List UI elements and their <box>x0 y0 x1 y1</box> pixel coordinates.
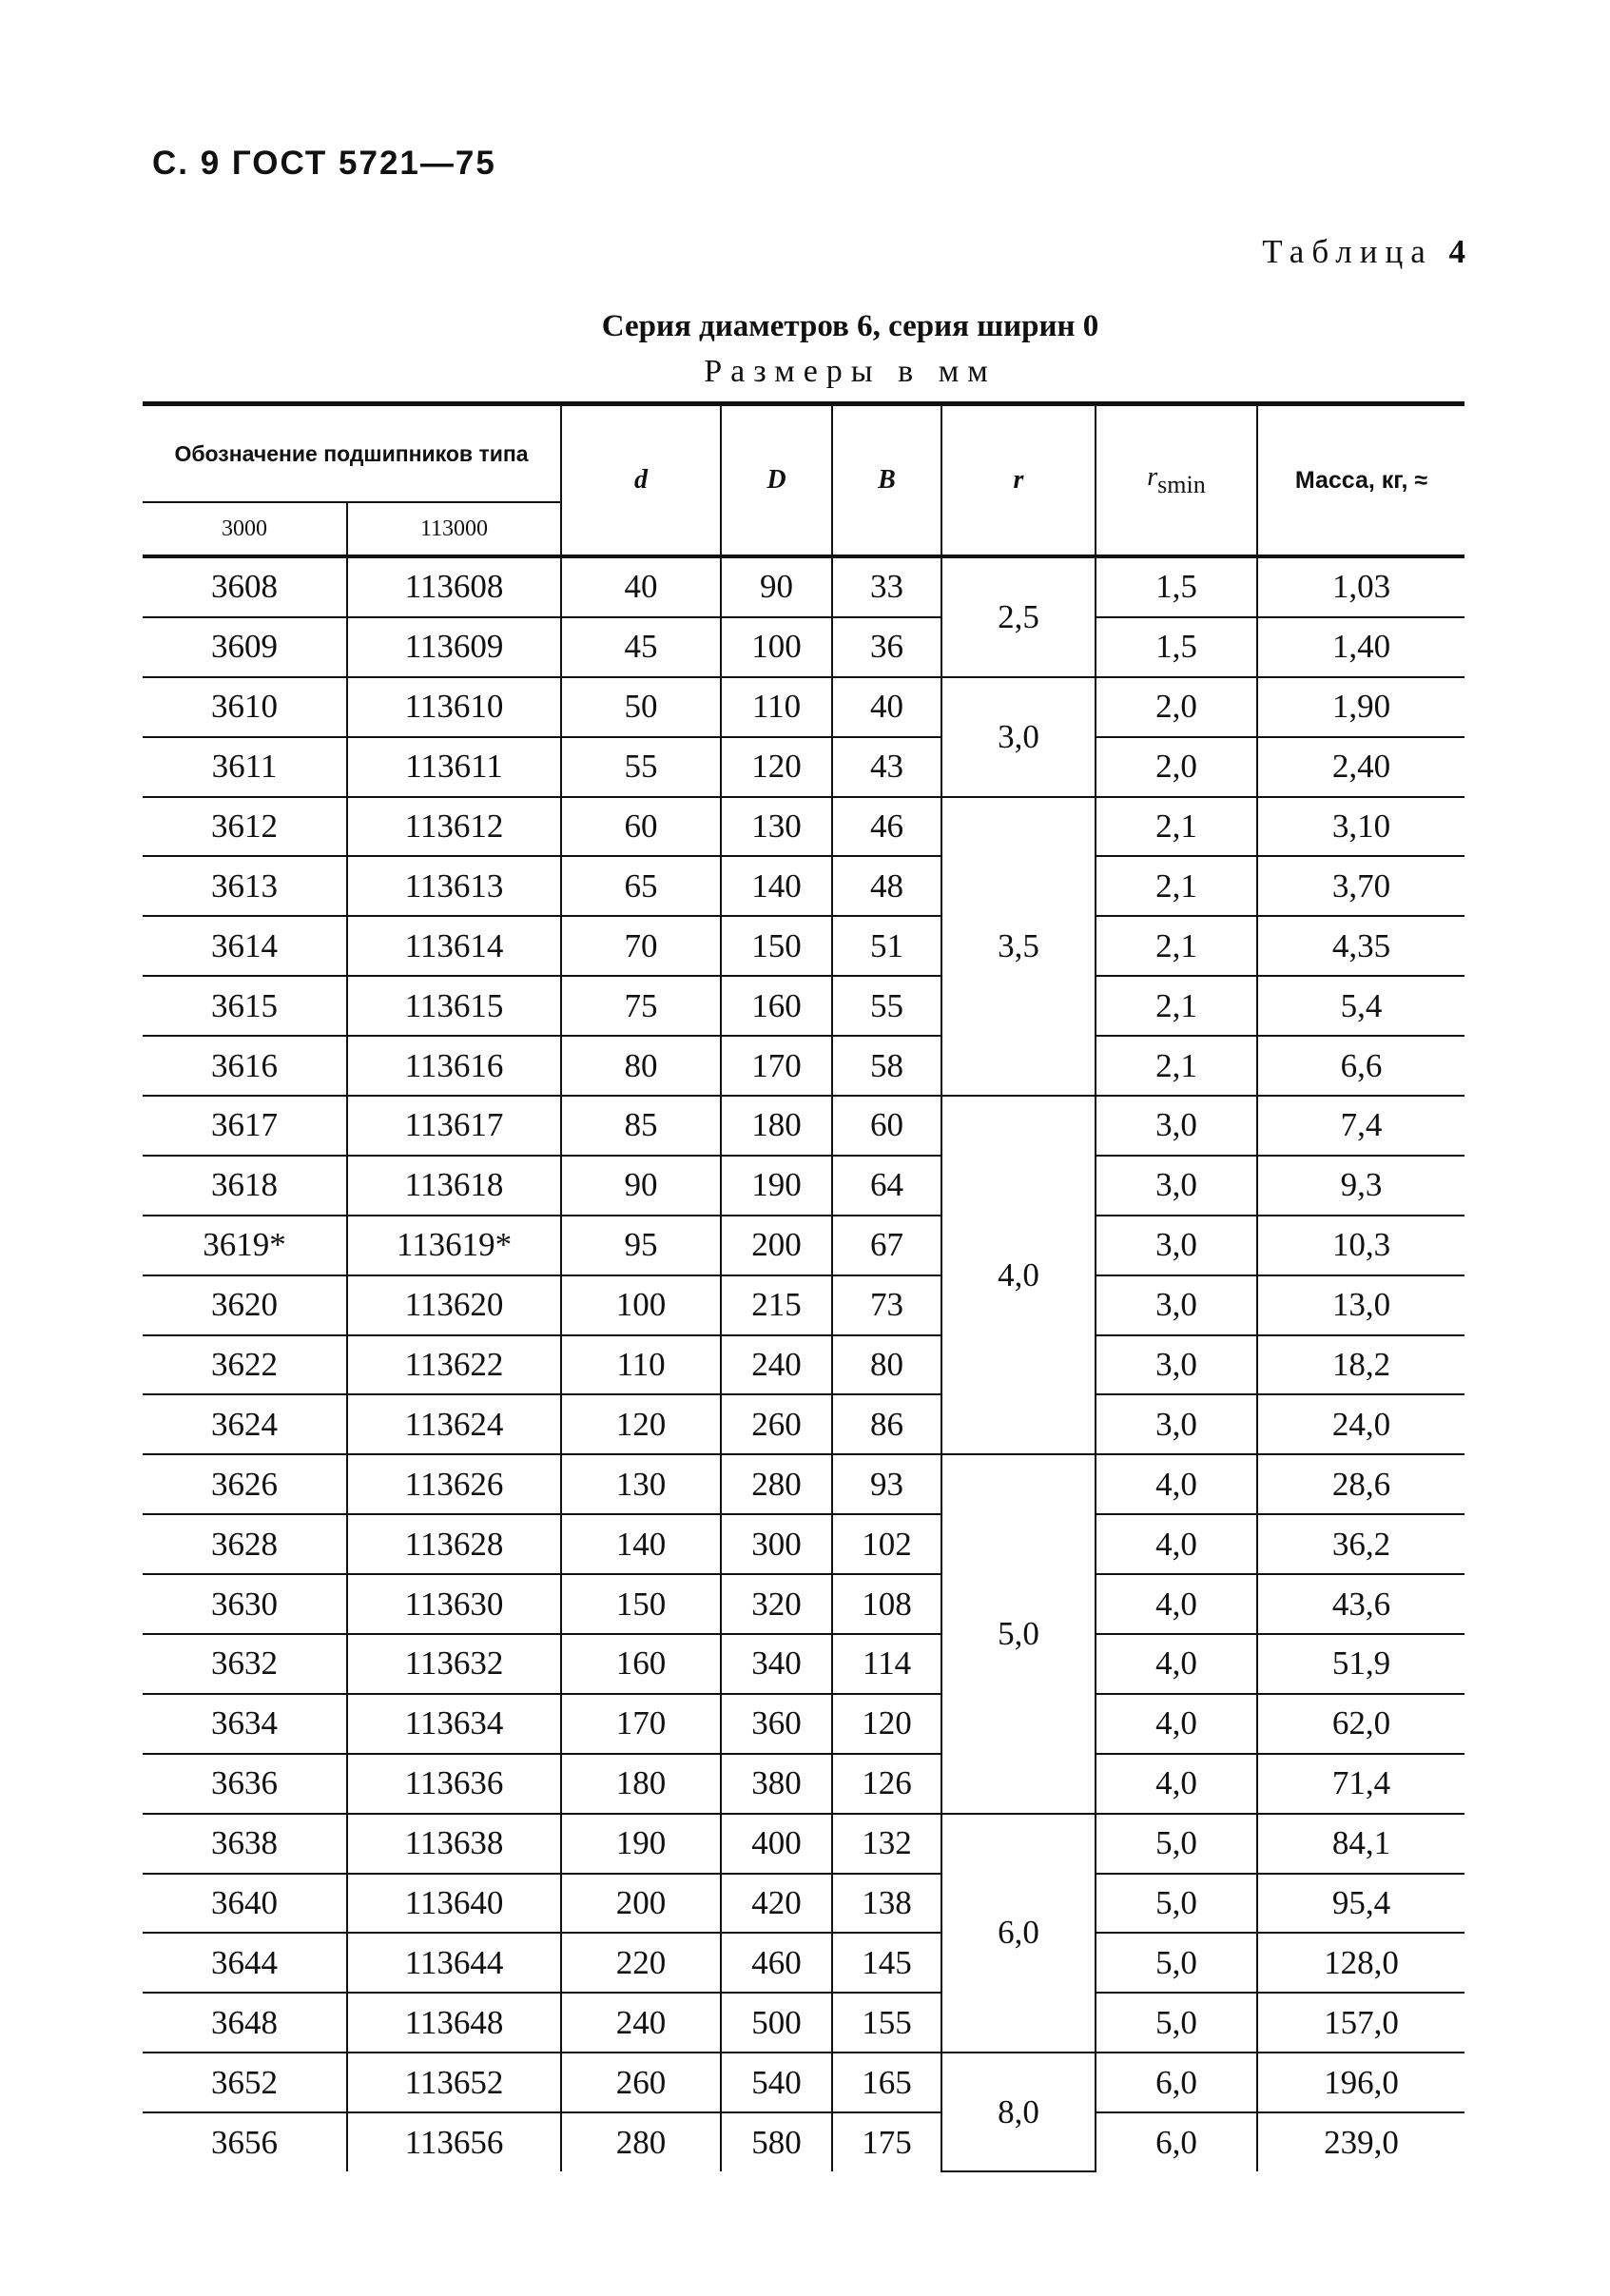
type-3000-cell: 3616 <box>143 1036 347 1096</box>
designation-group-header: Обозначение подшипников типа <box>143 404 561 503</box>
mass-cell: 157,0 <box>1257 1993 1465 2053</box>
table-row <box>143 1634 1465 1694</box>
D-cell: 160 <box>721 976 832 1036</box>
table-label-number: 4 <box>1448 233 1465 270</box>
table-row <box>143 1754 1465 1814</box>
rsmin-cell: 4,0 <box>1096 1754 1257 1814</box>
type-113000-cell: 113634 <box>347 1694 561 1754</box>
D-cell: 140 <box>721 856 832 916</box>
D-cell: 380 <box>721 1754 832 1814</box>
d-cell: 75 <box>561 976 721 1036</box>
B-cell: 165 <box>832 2053 941 2112</box>
rsmin-cell: 2,0 <box>1096 737 1257 797</box>
table-row <box>143 1993 1465 2053</box>
d-cell: 85 <box>561 1096 721 1156</box>
B-cell: 43 <box>832 737 941 797</box>
type-3000-cell: 3648 <box>143 1993 347 2053</box>
type-3000-cell: 3615 <box>143 976 347 1036</box>
D-cell: 240 <box>721 1335 832 1395</box>
B-header: B <box>832 404 941 557</box>
table-row <box>143 1514 1465 1574</box>
table-row <box>143 1394 1465 1454</box>
table-row <box>143 1574 1465 1634</box>
r-cell: 8,0 <box>941 2053 1096 2171</box>
B-cell: 73 <box>832 1275 941 1335</box>
r-cell: 5,0 <box>941 1454 1096 1813</box>
table-row <box>143 1454 1465 1514</box>
type-3000-cell: 3619* <box>143 1216 347 1275</box>
rsmin-cell: 4,0 <box>1096 1694 1257 1754</box>
B-cell: 46 <box>832 797 941 857</box>
rsmin-cell: 1,5 <box>1096 556 1257 617</box>
mass-header: Масса, кг, ≈ <box>1257 404 1465 557</box>
mass-cell: 62,0 <box>1257 1694 1465 1754</box>
mass-cell: 128,0 <box>1257 1933 1465 1993</box>
rsmin-header <box>1096 404 1257 557</box>
mass-cell: 1,40 <box>1257 617 1465 677</box>
d-cell: 90 <box>561 1156 721 1216</box>
type-3000-cell: 3640 <box>143 1874 347 1934</box>
mass-cell: 18,2 <box>1257 1335 1465 1395</box>
mass-cell: 3,70 <box>1257 856 1465 916</box>
mass-cell: 10,3 <box>1257 1216 1465 1275</box>
D-cell: 90 <box>721 556 832 617</box>
type-113000-cell: 113638 <box>347 1814 561 1874</box>
B-cell: 102 <box>832 1514 941 1574</box>
type-113000-cell: 113636 <box>347 1754 561 1814</box>
type-113000-cell: 113626 <box>347 1454 561 1514</box>
D-cell: 100 <box>721 617 832 677</box>
type-113000-cell: 113648 <box>347 1993 561 2053</box>
header-row <box>143 404 1465 503</box>
D-cell: 215 <box>721 1275 832 1335</box>
r-cell: 4,0 <box>941 1096 1096 1454</box>
mass-cell: 4,35 <box>1257 916 1465 976</box>
rsmin-cell: 3,0 <box>1096 1156 1257 1216</box>
type-113000-cell: 113619* <box>347 1216 561 1275</box>
mass-cell: 7,4 <box>1257 1096 1465 1156</box>
D-cell: 360 <box>721 1694 832 1754</box>
type-3000-cell: 3644 <box>143 1933 347 1993</box>
mass-cell: 28,6 <box>1257 1454 1465 1514</box>
d-cell: 200 <box>561 1874 721 1934</box>
B-cell: 120 <box>832 1694 941 1754</box>
D-header: D <box>721 404 832 557</box>
mass-cell: 6,6 <box>1257 1036 1465 1096</box>
table-row <box>143 1275 1465 1335</box>
mass-cell: 2,40 <box>1257 737 1465 797</box>
D-cell: 580 <box>721 2112 832 2171</box>
B-cell: 132 <box>832 1814 941 1874</box>
B-cell: 55 <box>832 976 941 1036</box>
mass-cell: 5,4 <box>1257 976 1465 1036</box>
mass-cell: 36,2 <box>1257 1514 1465 1574</box>
D-cell: 340 <box>721 1634 832 1694</box>
rsmin-cell: 5,0 <box>1096 1814 1257 1874</box>
mass-cell: 9,3 <box>1257 1156 1465 1216</box>
r-header: r <box>941 404 1096 557</box>
r-cell: 3,0 <box>941 677 1096 797</box>
type-3000-cell: 3624 <box>143 1394 347 1454</box>
D-cell: 110 <box>721 677 832 737</box>
rsmin-cell: 1,5 <box>1096 617 1257 677</box>
type-3000-cell: 3613 <box>143 856 347 916</box>
type-3000-cell: 3632 <box>143 1634 347 1694</box>
B-cell: 58 <box>832 1036 941 1096</box>
D-cell: 320 <box>721 1574 832 1634</box>
table-row <box>143 737 1465 797</box>
type-113000-cell: 113614 <box>347 916 561 976</box>
d-cell: 280 <box>561 2112 721 2171</box>
type-113000-cell: 113640 <box>347 1874 561 1934</box>
type-3000-cell: 3634 <box>143 1694 347 1754</box>
rsmin-cell: 6,0 <box>1096 2112 1257 2171</box>
rsmin-main: r <box>1147 461 1158 492</box>
d-cell: 170 <box>561 1694 721 1754</box>
rsmin-cell: 4,0 <box>1096 1634 1257 1694</box>
mass-cell: 13,0 <box>1257 1275 1465 1335</box>
d-cell: 220 <box>561 1933 721 1993</box>
d-cell: 190 <box>561 1814 721 1874</box>
type-3000-cell: 3622 <box>143 1335 347 1395</box>
d-cell: 50 <box>561 677 721 737</box>
D-cell: 280 <box>721 1454 832 1514</box>
B-cell: 33 <box>832 556 941 617</box>
type-113000-cell: 113611 <box>347 737 561 797</box>
caption-units: Размеры в мм <box>704 354 997 389</box>
d-cell: 130 <box>561 1454 721 1514</box>
rsmin-cell: 4,0 <box>1096 1454 1257 1514</box>
B-cell: 108 <box>832 1574 941 1634</box>
mass-cell: 239,0 <box>1257 2112 1465 2171</box>
mass-cell: 196,0 <box>1257 2053 1465 2112</box>
rsmin-cell: 2,1 <box>1096 916 1257 976</box>
table-body <box>143 556 1465 2171</box>
table-row <box>143 677 1465 737</box>
table-row <box>143 1874 1465 1934</box>
B-cell: 114 <box>832 1634 941 1694</box>
type-3000-cell: 3638 <box>143 1814 347 1874</box>
table-row <box>143 916 1465 976</box>
rsmin-cell: 5,0 <box>1096 1874 1257 1934</box>
D-cell: 180 <box>721 1096 832 1156</box>
D-cell: 130 <box>721 797 832 857</box>
D-cell: 500 <box>721 1993 832 2053</box>
d-header: d <box>561 404 721 557</box>
B-cell: 51 <box>832 916 941 976</box>
r-cell: 2,5 <box>941 556 1096 677</box>
table-row <box>143 1216 1465 1275</box>
table-row <box>143 976 1465 1036</box>
bearing-dimensions-table <box>143 401 1465 2172</box>
mass-cell: 3,10 <box>1257 797 1465 857</box>
rsmin-cell: 4,0 <box>1096 1514 1257 1574</box>
mass-cell: 51,9 <box>1257 1634 1465 1694</box>
d-cell: 150 <box>561 1574 721 1634</box>
type-113000-header: 113000 <box>419 516 489 541</box>
d-cell: 80 <box>561 1036 721 1096</box>
type-3000-cell: 3620 <box>143 1275 347 1335</box>
type-3000-cell: 3636 <box>143 1754 347 1814</box>
mass-cell: 95,4 <box>1257 1874 1465 1934</box>
type-3000-cell: 3652 <box>143 2053 347 2112</box>
type-3000-cell: 3626 <box>143 1454 347 1514</box>
type-113000-cell: 113613 <box>347 856 561 916</box>
type-113000-cell: 113630 <box>347 1574 561 1634</box>
B-cell: 138 <box>832 1874 941 1934</box>
type-113000-cell: 113628 <box>347 1514 561 1574</box>
mass-cell: 43,6 <box>1257 1574 1465 1634</box>
B-cell: 48 <box>832 856 941 916</box>
B-cell: 67 <box>832 1216 941 1275</box>
type-113000-cell: 113632 <box>347 1634 561 1694</box>
D-cell: 460 <box>721 1933 832 1993</box>
mass-cell: 1,90 <box>1257 677 1465 737</box>
table-label <box>1262 233 1465 271</box>
type-113000-cell: 113618 <box>347 1156 561 1216</box>
B-cell: 93 <box>832 1454 941 1514</box>
d-cell: 45 <box>561 617 721 677</box>
rsmin-cell: 3,0 <box>1096 1275 1257 1335</box>
B-cell: 40 <box>832 677 941 737</box>
type-3000-cell: 3614 <box>143 916 347 976</box>
d-cell: 40 <box>561 556 721 617</box>
D-cell: 420 <box>721 1874 832 1934</box>
rsmin-cell: 3,0 <box>1096 1335 1257 1395</box>
D-cell: 400 <box>721 1814 832 1874</box>
rsmin-sub: smin <box>1157 470 1206 498</box>
rsmin-cell: 3,0 <box>1096 1096 1257 1156</box>
type-113000-cell: 113615 <box>347 976 561 1036</box>
type-113000-cell: 113610 <box>347 677 561 737</box>
type-3000-cell: 3609 <box>143 617 347 677</box>
rsmin-cell: 2,1 <box>1096 856 1257 916</box>
rsmin-cell: 4,0 <box>1096 1574 1257 1634</box>
D-cell: 190 <box>721 1156 832 1216</box>
B-cell: 175 <box>832 2112 941 2171</box>
rsmin-cell: 6,0 <box>1096 2053 1257 2112</box>
mass-cell: 24,0 <box>1257 1394 1465 1454</box>
type-113000-cell: 113624 <box>347 1394 561 1454</box>
rsmin-cell: 3,0 <box>1096 1394 1257 1454</box>
table-row <box>143 856 1465 916</box>
type-3000-header: 3000 <box>143 502 347 556</box>
type-3000-cell: 3618 <box>143 1156 347 1216</box>
d-cell: 60 <box>561 797 721 857</box>
B-cell: 126 <box>832 1754 941 1814</box>
rsmin-cell: 3,0 <box>1096 1216 1257 1275</box>
type-113000-cell: 113644 <box>347 1933 561 1993</box>
table-row <box>143 2053 1465 2112</box>
table-row <box>143 617 1465 677</box>
type-3000-cell: 3630 <box>143 1574 347 1634</box>
B-cell: 86 <box>832 1394 941 1454</box>
D-cell: 170 <box>721 1036 832 1096</box>
D-cell: 540 <box>721 2053 832 2112</box>
table-row <box>143 1694 1465 1754</box>
B-cell: 80 <box>832 1335 941 1395</box>
B-cell: 36 <box>832 617 941 677</box>
type-113000-cell: 113617 <box>347 1096 561 1156</box>
B-cell: 155 <box>832 1993 941 2053</box>
type-113000-cell: 113652 <box>347 2053 561 2112</box>
page-header: С. 9 ГОСТ 5721—75 <box>152 145 496 182</box>
D-cell: 200 <box>721 1216 832 1275</box>
table-row <box>143 2112 1465 2171</box>
type-113000-cell: 113608 <box>347 556 561 617</box>
type-113000-cell: 113620 <box>347 1275 561 1335</box>
type-3000-cell: 3612 <box>143 797 347 857</box>
type-3000-cell: 3608 <box>143 556 347 617</box>
type-3000-cell: 3617 <box>143 1096 347 1156</box>
d-cell: 120 <box>561 1394 721 1454</box>
B-cell: 145 <box>832 1933 941 1993</box>
d-cell: 110 <box>561 1335 721 1395</box>
table-row <box>143 1335 1465 1395</box>
caption-title: Серия диаметров 6, серия ширин 0 <box>601 309 1099 343</box>
type-3000-cell: 3610 <box>143 677 347 737</box>
type-113000-cell: 113612 <box>347 797 561 857</box>
d-cell: 240 <box>561 1993 721 2053</box>
d-cell: 55 <box>561 737 721 797</box>
d-cell: 140 <box>561 1514 721 1574</box>
type-113000-cell: 113609 <box>347 617 561 677</box>
rsmin-cell: 5,0 <box>1096 1933 1257 1993</box>
type-113000-cell: 113622 <box>347 1335 561 1395</box>
table-row <box>143 797 1465 857</box>
type-113000-cell: 113616 <box>347 1036 561 1096</box>
rsmin-cell: 2,1 <box>1096 1036 1257 1096</box>
table-row <box>143 1156 1465 1216</box>
B-cell: 64 <box>832 1156 941 1216</box>
mass-cell: 1,03 <box>1257 556 1465 617</box>
D-cell: 150 <box>721 916 832 976</box>
mass-cell: 71,4 <box>1257 1754 1465 1814</box>
B-cell: 60 <box>832 1096 941 1156</box>
d-cell: 70 <box>561 916 721 976</box>
D-cell: 260 <box>721 1394 832 1454</box>
d-cell: 65 <box>561 856 721 916</box>
table-row <box>143 556 1465 617</box>
table-row <box>143 1814 1465 1874</box>
d-cell: 95 <box>561 1216 721 1275</box>
table-row <box>143 1036 1465 1096</box>
D-cell: 120 <box>721 737 832 797</box>
r-cell: 6,0 <box>941 1814 1096 2053</box>
rsmin-cell: 2,1 <box>1096 976 1257 1036</box>
rsmin-cell: 2,1 <box>1096 797 1257 857</box>
table-row <box>143 1933 1465 1993</box>
type-3000-cell: 3656 <box>211 2123 278 2161</box>
table-row <box>143 1096 1465 1156</box>
mass-cell: 84,1 <box>1257 1814 1465 1874</box>
d-cell: 260 <box>561 2053 721 2112</box>
d-cell: 160 <box>561 1634 721 1694</box>
type-3000-cell: 3611 <box>143 737 347 797</box>
d-cell: 180 <box>561 1754 721 1814</box>
D-cell: 300 <box>721 1514 832 1574</box>
rsmin-cell: 5,0 <box>1096 1993 1257 2053</box>
r-cell: 3,5 <box>941 797 1096 1096</box>
table-label-word: Таблица <box>1262 233 1433 270</box>
type-3000-cell: 3628 <box>143 1514 347 1574</box>
d-cell: 100 <box>561 1275 721 1335</box>
type-113000-cell: 113656 <box>347 2112 561 2171</box>
rsmin-cell: 2,0 <box>1096 677 1257 737</box>
